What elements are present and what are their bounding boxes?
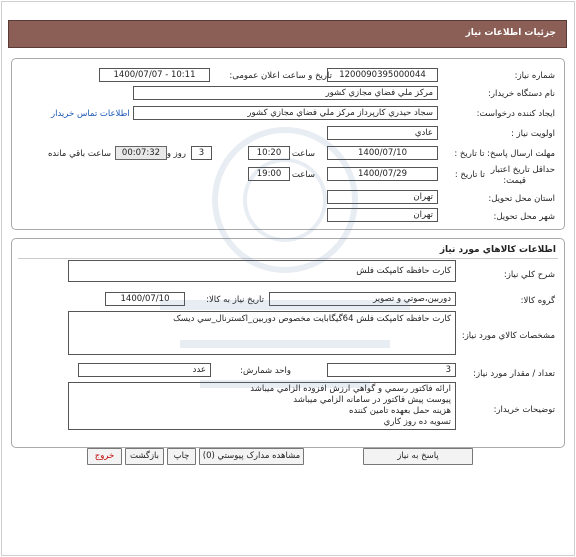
qty-field: 3: [327, 363, 456, 377]
view-attachments-button[interactable]: مشاهده مدارک پيوستي (0): [199, 448, 304, 465]
announce-field: 1400/07/07 - 10:11: [99, 68, 210, 82]
reply-date-field: 1400/07/10: [327, 146, 438, 160]
validity-time-field: 19:00: [248, 167, 290, 181]
requester-field: سجاد حيدري کارپرداز مرکز ملي فضاي مجازي کشور: [133, 106, 438, 120]
buyer-org-label: نام دستگاه خريدار:: [488, 89, 555, 99]
buyer-contact-link[interactable]: اطلاعات تماس خريدار: [51, 109, 130, 119]
validity-time-label: ساعت: [291, 170, 315, 180]
reply-time-label: ساعت: [291, 149, 315, 159]
page-title: جزئيات اطلاعات نياز: [465, 28, 556, 38]
city-label: شهر محل تحويل:: [493, 212, 555, 222]
specs-label: مشخصات کالاي مورد نياز:: [461, 331, 555, 341]
goods-group-field: دوربين،صوتي و تصوير: [269, 292, 456, 306]
buyer-notes-label: توضيحات خريدار:: [493, 405, 555, 415]
priority-field: عادي: [327, 126, 438, 140]
specs-field: کارت حافظه کامپکت فلش 64گيگابايت مخصوص دوربين_اکسترنال_سي ديسک: [68, 311, 456, 355]
reply-deadline-label: مهلت ارسال پاسخ: تا تاريخ :: [454, 149, 555, 159]
back-button[interactable]: بازگشت: [125, 448, 164, 465]
unit-field: عدد: [78, 363, 211, 377]
buyer-note-line: پيوست پيش فاکتور در سامانه الزامي ميباشد: [293, 395, 451, 405]
requester-label: ايجاد کننده درخواست:: [476, 109, 555, 119]
general-desc-field: کارت حافظه کامپکت فلش: [68, 260, 456, 282]
exit-button[interactable]: خروج: [87, 448, 122, 465]
priority-label: اولويت نياز :: [510, 129, 555, 139]
validity-to-label: تا تاريخ :: [454, 170, 485, 180]
print-button[interactable]: چاپ: [167, 448, 196, 465]
buyer-note-line: تسويه ده روز کاري: [383, 417, 451, 427]
days-field: 3: [191, 146, 212, 160]
validity-label-line2: قيمت:: [503, 176, 526, 186]
buyer-org-field: مرکز ملي فضاي مجازي کشور: [133, 86, 438, 100]
reply-time-field: 10:20: [248, 146, 290, 160]
buyer-note-line: ارائه فاکتور رسمي و گواهي ارزش افزوده الزامي ميباشد: [250, 384, 451, 394]
city-field: تهران: [327, 208, 438, 222]
need-date-label: تاريخ نياز به کالا:: [206, 295, 264, 305]
validity-date-field: 1400/07/29: [327, 167, 438, 181]
buyer-note-line: هزينه حمل بعهده تامين کننده: [348, 406, 451, 416]
goods-group-label: گروه کالا:: [520, 296, 555, 306]
need-number-field: 1200090395000044: [327, 68, 438, 82]
buyer-notes-field: [68, 382, 456, 430]
title-bar: [8, 20, 567, 48]
goods-section-title: اطلاعات کالاهاي مورد نياز: [439, 245, 556, 255]
qty-label: تعداد / مقدار مورد نياز:: [473, 369, 555, 379]
section-divider: [18, 258, 558, 259]
unit-label: واحد شمارش:: [240, 366, 291, 376]
need-number-label: شماره نياز:: [514, 71, 555, 81]
announce-label: تاريخ و ساعت اعلان عمومی:: [229, 71, 332, 81]
validity-label-line1: حداقل تاريخ اعتبار: [490, 165, 555, 175]
general-desc-label: شرح کلي نياز:: [503, 270, 555, 280]
days-label: روز و: [166, 149, 186, 159]
province-field: تهران: [327, 190, 438, 204]
need-date-field: 1400/07/10: [105, 292, 185, 306]
reply-to-need-button[interactable]: پاسخ به نياز: [363, 448, 473, 465]
need-info-panel: [11, 58, 565, 230]
province-label: استان محل تحويل:: [488, 194, 555, 204]
remaining-time: 00:07:32: [115, 146, 167, 160]
remaining-label: ساعت باقي مانده: [47, 149, 111, 159]
